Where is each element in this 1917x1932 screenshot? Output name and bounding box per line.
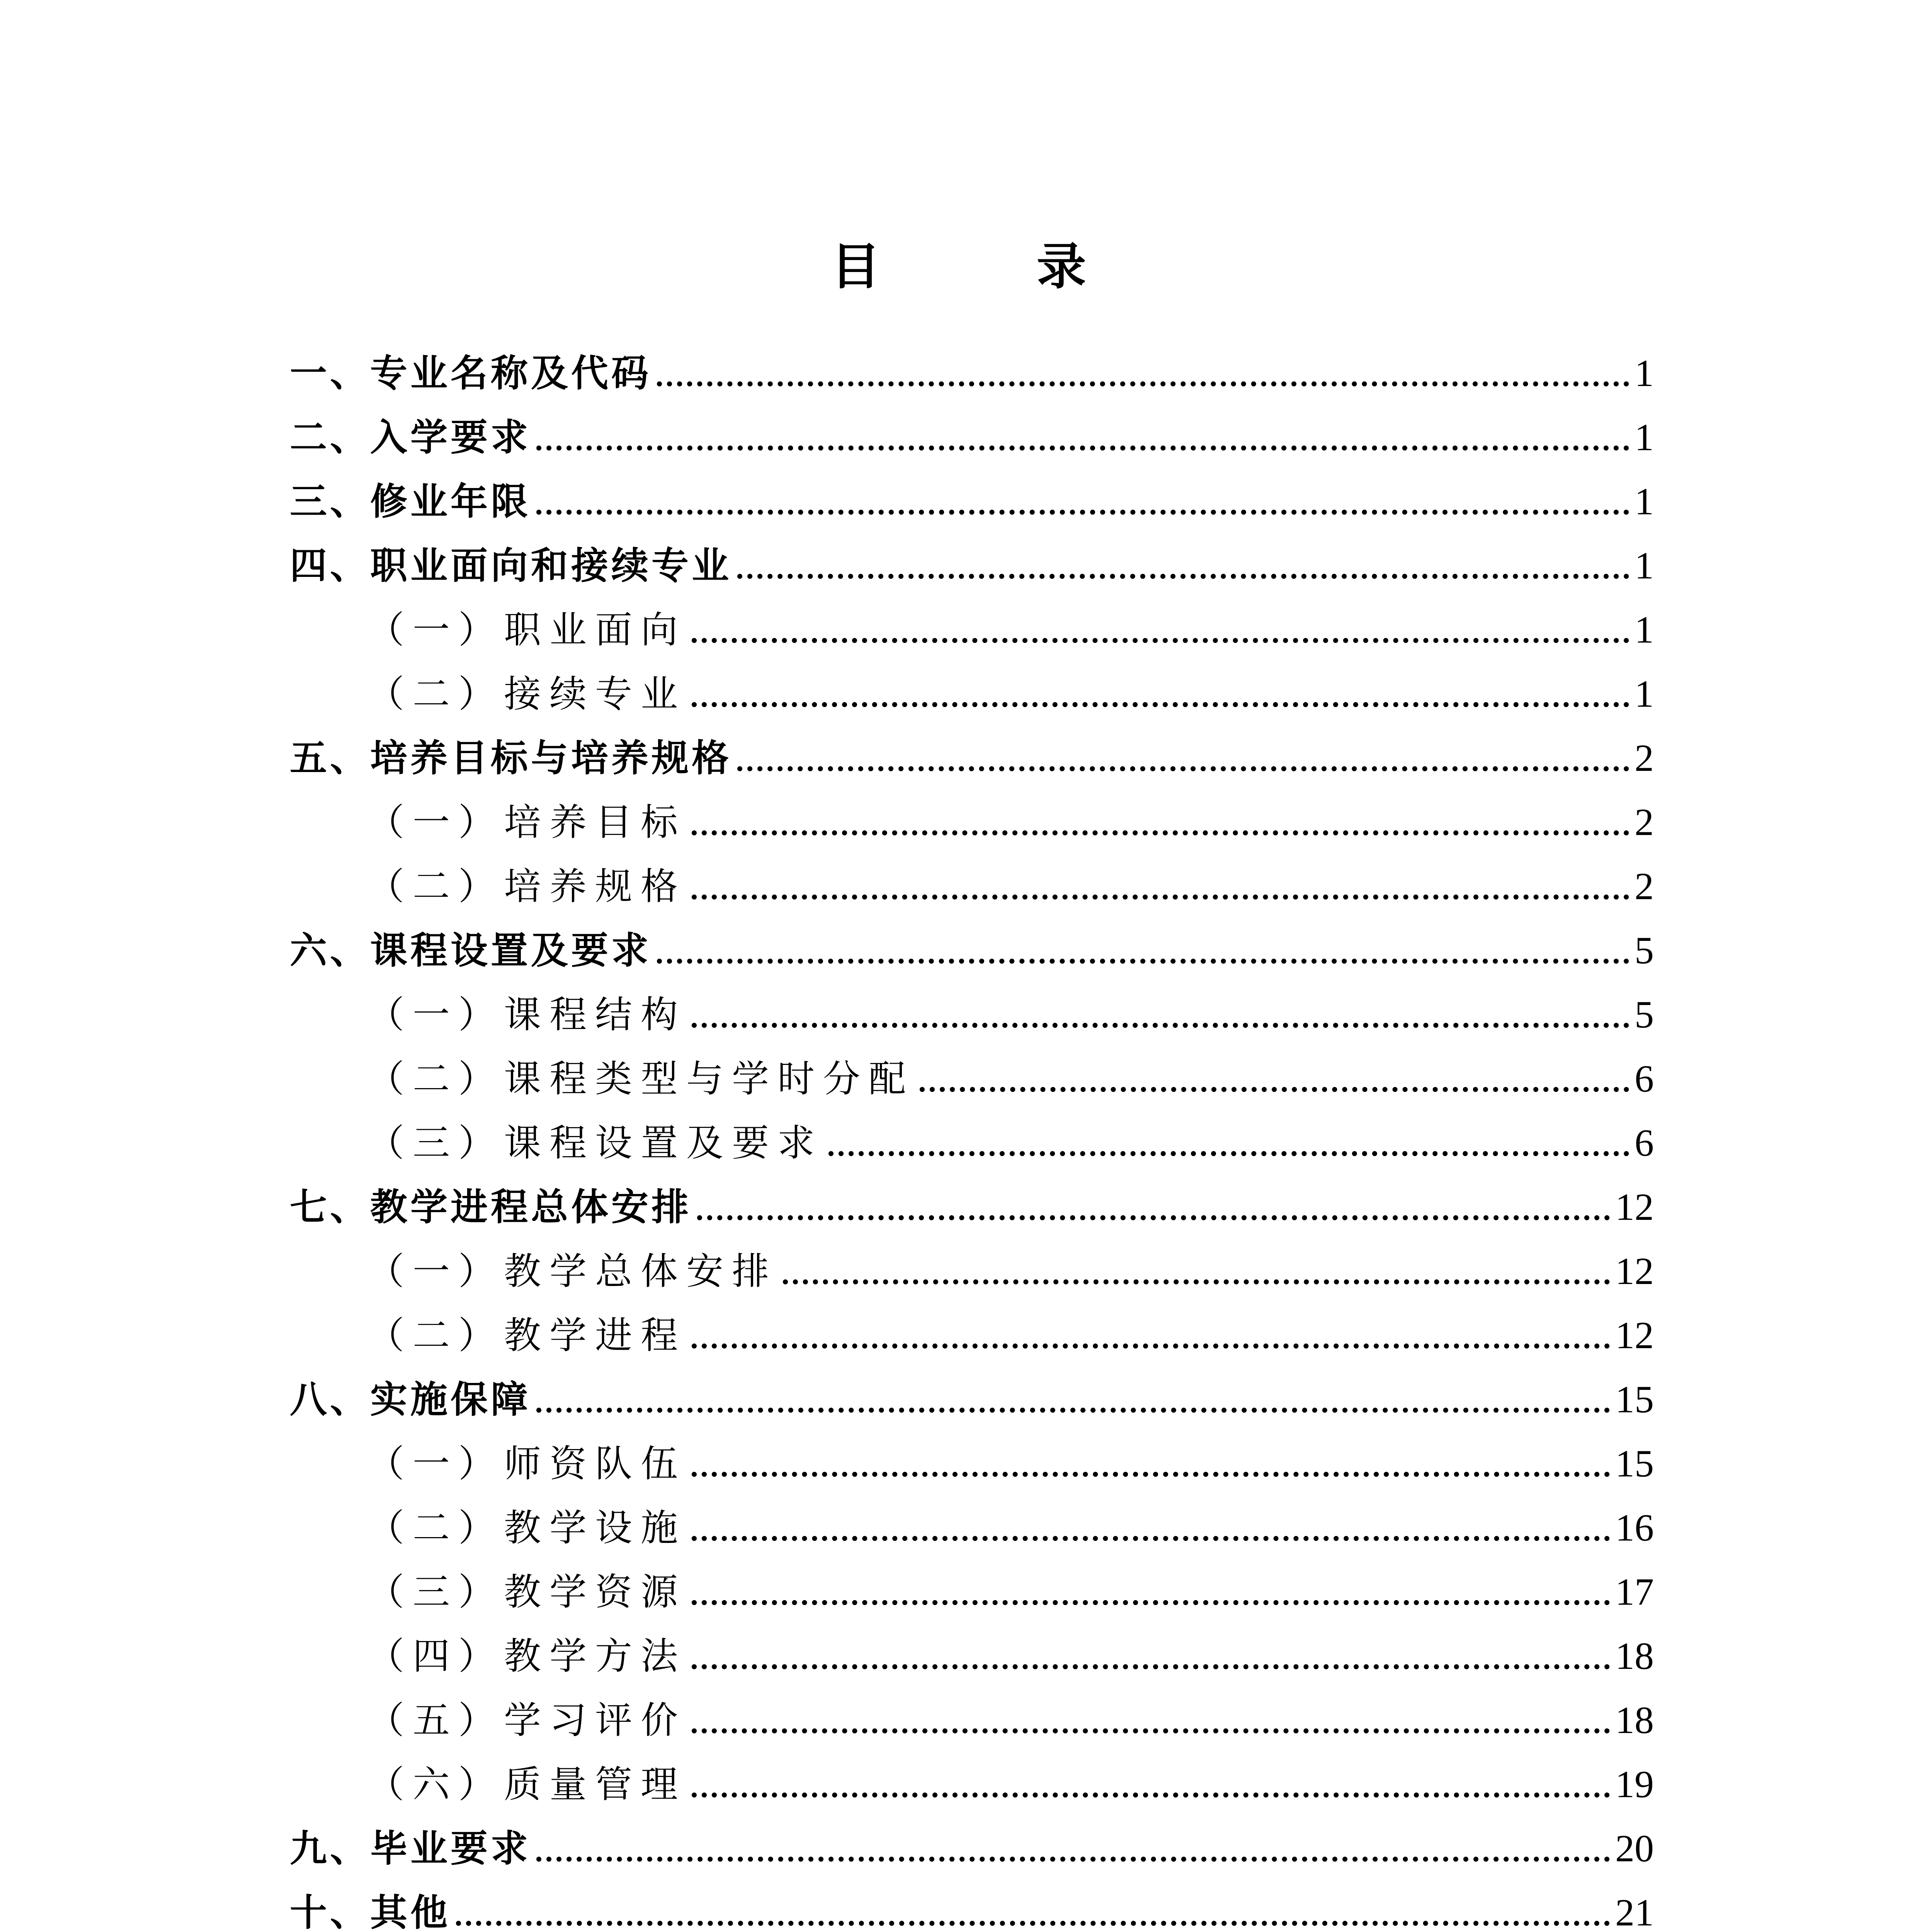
toc-entry-label: 一、专业名称及代码 (290, 351, 651, 395)
toc-dot-leader (456, 1921, 1610, 1926)
toc-dot-leader (536, 510, 1629, 515)
toc-entry-label: （一）课程结构 (367, 993, 686, 1036)
toc-entry-section[interactable] (290, 653, 1654, 717)
toc-dot-leader (657, 381, 1629, 386)
toc-entry-section[interactable] (290, 845, 1654, 910)
toc-entry-section[interactable] (290, 1038, 1654, 1102)
toc-entry-section[interactable] (290, 1294, 1654, 1359)
toc-entry-label: 七、教学进程总体安排 (290, 1185, 692, 1229)
toc-entry-section[interactable] (290, 974, 1654, 1038)
toc-entry-page-number: 19 (1615, 1763, 1654, 1806)
toc-entry-chapter[interactable] (290, 1359, 1654, 1423)
toc-dot-leader (692, 830, 1629, 835)
toc-entry-chapter[interactable] (290, 396, 1654, 461)
toc-dot-leader (828, 1151, 1629, 1156)
toc-entry-page-number: 20 (1615, 1827, 1654, 1870)
toc-dot-leader (536, 1408, 1610, 1413)
toc-entry-label: （一）师资队伍 (367, 1442, 686, 1485)
toc-entry-page-number: 2 (1635, 736, 1654, 779)
toc-entry-label: （三）课程设置及要求 (367, 1121, 823, 1165)
toc-entry-label: （二）课程类型与学时分配 (367, 1057, 914, 1100)
toc-entry-label: （二）培养规格 (367, 865, 686, 908)
toc-entry-page-number: 18 (1615, 1699, 1654, 1742)
toc-entry-label: 十、其他 (290, 1891, 451, 1932)
toc-entry-page-number: 12 (1615, 1250, 1654, 1293)
toc-entry-label: （一）职业面向 (367, 608, 686, 651)
toc-entry-section[interactable] (290, 1551, 1654, 1615)
toc-entry-label: 八、实施保障 (290, 1378, 531, 1421)
toc-list (290, 332, 1654, 1932)
toc-dot-leader (536, 446, 1629, 451)
toc-entry-section[interactable] (290, 589, 1654, 653)
toc-entry-label: 四、职业面向和接续专业 (290, 544, 732, 587)
toc-entry-page-number: 1 (1635, 608, 1654, 651)
toc-entry-label: （二）接续专业 (367, 672, 686, 716)
toc-entry-page-number: 12 (1615, 1314, 1654, 1357)
toc-entry-section[interactable] (290, 1487, 1654, 1551)
toc-dot-leader (692, 895, 1629, 900)
toc-entry-page-number: 15 (1615, 1378, 1654, 1421)
toc-entry-page-number: 18 (1615, 1634, 1654, 1677)
toc-entry-chapter[interactable] (290, 910, 1654, 974)
toc-entry-label: 三、修业年限 (290, 480, 531, 523)
toc-dot-leader (692, 1536, 1610, 1541)
toc-entry-label: （四）教学方法 (367, 1634, 686, 1678)
toc-dot-leader (692, 702, 1629, 707)
toc-dot-leader (737, 574, 1629, 579)
toc-dot-leader (692, 1664, 1610, 1669)
toc-entry-label: （一）教学总体安排 (367, 1250, 777, 1293)
toc-entry-chapter[interactable] (290, 717, 1654, 781)
toc-entry-label: 九、毕业要求 (290, 1827, 531, 1870)
toc-entry-label: （三）教学资源 (367, 1570, 686, 1614)
toc-entry-label: （六）质量管理 (367, 1763, 686, 1806)
toc-entry-chapter[interactable] (290, 1166, 1654, 1230)
toc-dot-leader (657, 959, 1629, 964)
toc-dot-leader (536, 1857, 1610, 1862)
toc-dot-leader (692, 1344, 1610, 1349)
toc-entry-section[interactable] (290, 1423, 1654, 1487)
toc-entry-section[interactable] (290, 1230, 1654, 1294)
toc-dot-leader (920, 1087, 1629, 1092)
toc-entry-label: （二）教学设施 (367, 1506, 686, 1549)
toc-entry-page-number: 2 (1635, 865, 1654, 908)
toc-entry-page-number: 6 (1635, 1057, 1654, 1100)
toc-entry-chapter[interactable] (290, 332, 1654, 396)
toc-dot-leader (692, 1472, 1610, 1477)
toc-entry-page-number: 1 (1635, 480, 1654, 523)
toc-entry-chapter[interactable] (290, 461, 1654, 525)
toc-entry-label: （二）教学进程 (367, 1314, 686, 1357)
toc-entry-page-number: 17 (1615, 1570, 1654, 1613)
toc-entry-chapter[interactable] (290, 1872, 1654, 1932)
toc-entry-page-number: 16 (1615, 1506, 1654, 1549)
toc-entry-page-number: 12 (1615, 1185, 1654, 1228)
toc-entry-page-number: 1 (1635, 352, 1654, 395)
toc-dot-leader (692, 1728, 1610, 1733)
toc-entry-label: （五）学习评价 (367, 1699, 686, 1742)
toc-entry-page-number: 1 (1635, 672, 1654, 715)
toc-entry-chapter[interactable] (290, 1808, 1654, 1872)
toc-entry-label: 五、培养目标与培养规格 (290, 736, 732, 780)
toc-title: 目 录 (831, 238, 1156, 296)
toc-entry-page-number: 5 (1635, 993, 1654, 1036)
toc-entry-page-number: 15 (1615, 1442, 1654, 1485)
toc-entry-section[interactable] (290, 1615, 1654, 1679)
toc-entry-label: （一）培养目标 (367, 801, 686, 844)
toc-dot-leader (692, 1600, 1610, 1605)
toc-dot-leader (783, 1279, 1610, 1284)
toc-dot-leader (692, 1793, 1610, 1798)
toc-entry-page-number: 21 (1615, 1891, 1654, 1932)
toc-dot-leader (737, 766, 1629, 771)
toc-entry-section[interactable] (290, 1743, 1654, 1808)
toc-entry-page-number: 1 (1635, 416, 1654, 459)
toc-entry-page-number: 5 (1635, 929, 1654, 972)
toc-dot-leader (692, 638, 1629, 643)
toc-entry-label: 六、课程设置及要求 (290, 929, 651, 972)
toc-entry-page-number: 2 (1635, 801, 1654, 844)
toc-dot-leader (692, 1023, 1629, 1028)
toc-entry-page-number: 6 (1635, 1121, 1654, 1164)
toc-dot-leader (697, 1215, 1610, 1220)
toc-entry-page-number: 1 (1635, 544, 1654, 587)
toc-entry-section[interactable] (290, 781, 1654, 845)
toc-entry-label: 二、入学要求 (290, 415, 531, 459)
toc-entry-section[interactable] (290, 1679, 1654, 1743)
toc-entry-chapter[interactable] (290, 525, 1654, 589)
toc-entry-section[interactable] (290, 1102, 1654, 1166)
